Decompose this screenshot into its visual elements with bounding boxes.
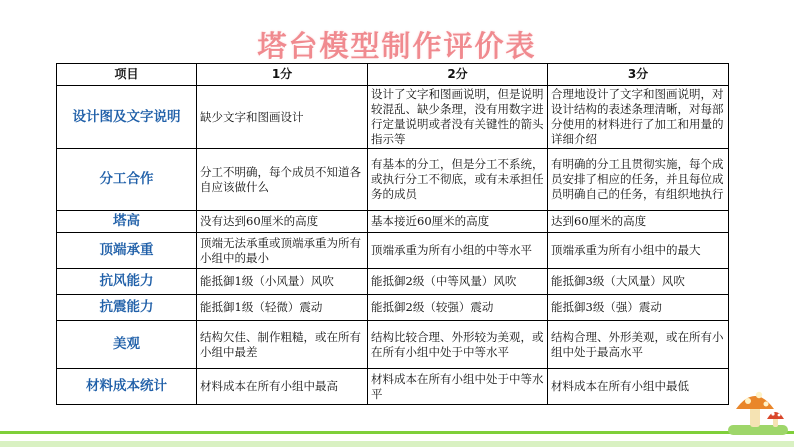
table-header-row (57, 64, 729, 86)
row-item: 设计图及文字说明 (57, 86, 197, 149)
table-row (57, 86, 729, 149)
cell-score-1: 能抵御1级（轻微）震动 (197, 295, 368, 321)
cell-score-3: 合理地设计了文字和图画说明，对设计结构的表述条理清晰，对每部分使用的材料进行了加工和用量的详细介绍 (548, 86, 729, 149)
evaluation-table (56, 63, 729, 405)
row-item: 材料成本统计 (57, 369, 197, 405)
table-row (57, 295, 729, 321)
cell-score-3: 达到60厘米的高度 (548, 211, 729, 233)
table-row (57, 211, 729, 233)
cell-score-3: 材料成本在所有小组中最低 (548, 369, 729, 405)
cell-score-1: 能抵御1级（小风量）风吹 (197, 269, 368, 295)
cell-score-2: 结构比较合理、外形较为美观，或在所有小组中处于中等水平 (368, 321, 548, 369)
cell-score-3: 结构合理、外形美观，或在所有小组中处于最高水平 (548, 321, 729, 369)
cell-score-2: 有基本的分工，但是分工不系统，或执行分工不彻底，或有未承担任务的成员 (368, 149, 548, 211)
table-row (57, 269, 729, 295)
row-item: 美观 (57, 321, 197, 369)
cell-score-1: 材料成本在所有小组中最高 (197, 369, 368, 405)
row-item: 塔高 (57, 211, 197, 233)
cell-score-2: 设计了文字和图画说明，但是说明较混乱、缺少条理，没有用数字进行定量说明或者没有关键性的箭头指示等 (368, 86, 548, 149)
row-item: 抗风能力 (57, 269, 197, 295)
footer-green-line (0, 431, 794, 434)
table-row (57, 149, 729, 211)
table-row (57, 321, 729, 369)
header-item: 项目 (57, 64, 197, 86)
mushroom-icon (728, 379, 788, 437)
cell-score-2: 能抵御2级（较强）震动 (368, 295, 548, 321)
cell-score-2: 基本接近60厘米的高度 (368, 211, 548, 233)
cell-score-3: 能抵御3级（大风量）风吹 (548, 269, 729, 295)
cell-score-1: 结构欠佳、制作粗糙，或在所有小组中最差 (197, 321, 368, 369)
row-item: 抗震能力 (57, 295, 197, 321)
cell-score-1: 顶端无法承重或顶端承重为所有小组中的最小 (197, 233, 368, 269)
header-score-3: 3分 (548, 64, 729, 86)
cell-score-2: 顶端承重为所有小组的中等水平 (368, 233, 548, 269)
cell-score-2: 材料成本在所有小组中处于中等水平 (368, 369, 548, 405)
cell-score-3: 顶端承重为所有小组中的最大 (548, 233, 729, 269)
header-score-2: 2分 (368, 64, 548, 86)
table-row (57, 369, 729, 405)
cell-score-3: 能抵御3级（强）震动 (548, 295, 729, 321)
footer-green-band (0, 441, 794, 447)
row-item: 分工合作 (57, 149, 197, 211)
cell-score-3: 有明确的分工且贯彻实施，每个成员安排了相应的任务，并且每位成员明确自己的任务，有组织地执行 (548, 149, 729, 211)
table-row (57, 233, 729, 269)
cell-score-1: 没有达到60厘米的高度 (197, 211, 368, 233)
cell-score-1: 缺少文字和图画设计 (197, 86, 368, 149)
page-title: 塔台模型制作评价表 (257, 29, 537, 63)
cell-score-2: 能抵御2级（中等风量）风吹 (368, 269, 548, 295)
header-score-1: 1分 (197, 64, 368, 86)
cell-score-1: 分工不明确，每个成员不知道各自应该做什么 (197, 149, 368, 211)
row-item: 顶端承重 (57, 233, 197, 269)
